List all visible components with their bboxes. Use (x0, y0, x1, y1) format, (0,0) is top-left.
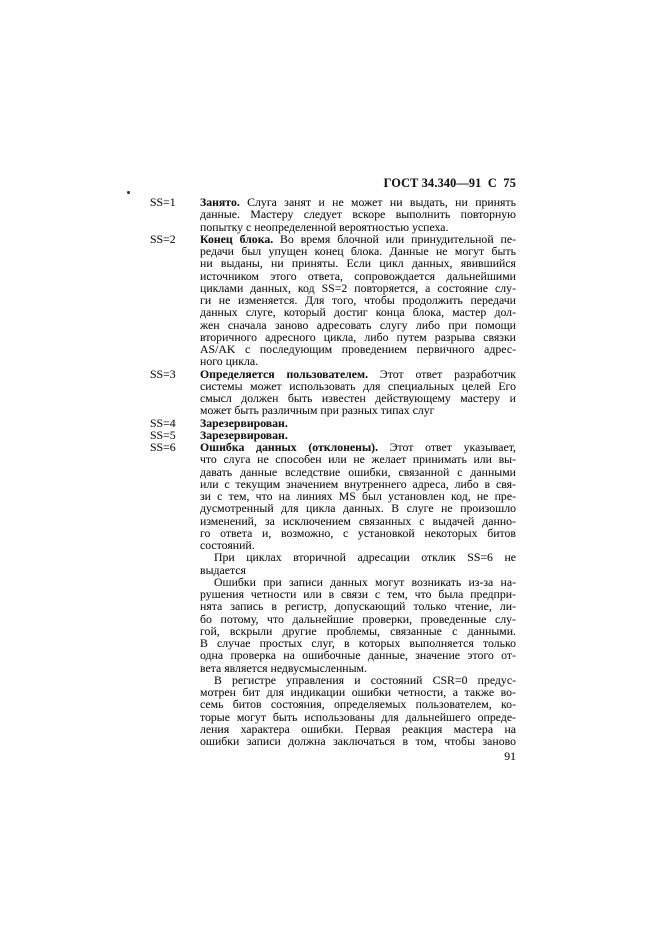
status-description (200, 196, 516, 233)
paragraph (200, 233, 516, 368)
text-line: изменений, за исключением связанных с выдачей данно- (200, 513, 516, 528)
paragraph (200, 441, 516, 551)
text-line: дусмотренный для цикла данных. В слуге не произошло (200, 501, 516, 516)
text-line: AS/AK с последующим проведением первичного адрес- (200, 342, 516, 356)
text-line: Занято. Слуга занят и не может ни выдать, ни принять (200, 195, 516, 209)
text-line: ного цикла. (200, 354, 259, 369)
text-line: торые могут быть использованы для дальнейшего опреде- (200, 709, 516, 724)
text-line: ни выданы, ни приняты. Если цикл данных, явившийся (200, 256, 516, 271)
text-line: источником этого ответа, сопровождается дальнейшими (200, 268, 516, 283)
status-description (200, 441, 516, 747)
status-description (200, 368, 516, 417)
text-line: вторичного адресного цикла, либо путем разрыва связки (200, 329, 516, 344)
text-line: Ошибка данных (отклонены). Этот ответ указывает, (200, 440, 517, 454)
paragraph (200, 576, 516, 674)
text-line: может быть различным при разных типах слуг (200, 403, 435, 418)
text-line: вета является недвусмысленным. (200, 660, 367, 675)
text-line: данные. Мастеру следует вскоре выполнить повторную (200, 207, 516, 222)
text-line: смысл должен быть известен действующему мастеру и (200, 391, 516, 405)
status-code-label: SS=5 (150, 427, 176, 442)
text-line: гой, вскрыли другие проблемы, связанные с данными. (200, 623, 516, 638)
scan-speck (127, 191, 130, 194)
text-line: В регистре управления и состояний CSR=0 предус- (214, 672, 516, 687)
text-line: давать данные вследствие ошибки, связанной с данными (200, 464, 516, 479)
status-entry (150, 368, 516, 417)
status-code-label: SS=2 (150, 231, 176, 246)
paragraph (200, 551, 516, 576)
text-line: одна проверка на ошибочные данные, значение этого от- (200, 648, 516, 663)
status-code-label: SS=4 (150, 415, 176, 430)
term-lead: Определяется пользователем. (200, 366, 369, 381)
text-line: ошибки записи должна заключаться в том, чтобы заново (200, 734, 516, 748)
text-line: рушения четности или в связи с тем, что была предпри- (200, 587, 516, 601)
text-line: При циклах вторичной адресации отклик SS=6 не (214, 550, 516, 565)
text-line: Ошибки при записи данных могут возникать из-за на- (214, 574, 516, 589)
text-line: мотрен бит для индикации ошибки четности, а также во- (200, 685, 516, 699)
status-code-label: SS=6 (150, 440, 176, 454)
text-line: Конец блока. Во время блочной или принудительной пе- (200, 231, 516, 246)
page-header: ГОСТ 34.340—91 С 75 (383, 176, 516, 190)
text-line: данных слуге, который достиг конца блока, мастер дол- (200, 305, 516, 320)
paragraph (200, 196, 516, 233)
paragraph (200, 674, 516, 748)
status-description (200, 233, 516, 368)
text-line: бо потому, что дальнейшие проверки, проведенные слу- (200, 611, 516, 626)
status-entry (150, 233, 516, 368)
term-lead: Конец блока. (200, 231, 274, 246)
text-line: го ответа и, возможно, с установкой некоторых битов (200, 525, 516, 540)
document-body (150, 196, 516, 747)
status-code-label: SS=1 (150, 195, 176, 209)
status-code-label: SS=3 (150, 366, 176, 381)
text-line: нята запись в регистр, допускающий только чтение, ли- (200, 599, 516, 614)
text-line: ления характера ошибки. Первая реакция мастера на (200, 721, 516, 736)
text-line: системы может использовать для специальных целей Его (200, 378, 516, 393)
term-lead: Занято. (200, 195, 240, 209)
text-line: редачи был упущен конец блока. Данные не могут быть (200, 244, 516, 258)
text-line: что слуга не способен или не желает принимать или вы- (200, 452, 516, 467)
term-lead: Зарезервирован. (200, 415, 288, 430)
text-line: Определяется пользователем. Этот ответ разработчик (200, 366, 516, 381)
text-line: выдается (200, 562, 246, 577)
text-line: циклами данных, код SS=2 повторяется, а состояние слу- (200, 280, 516, 295)
term-lead: Ошибка данных (отклонены). (200, 440, 379, 454)
text-line: В случае простых слуг, в которых выполняется только (200, 636, 516, 650)
text-line: ги не изменяется. Для того, чтобы продолжить передачи (200, 293, 516, 307)
term-lead: Зарезервирован. (200, 427, 288, 442)
text-line: зи с тем, что на линиях MS был установлен код, не пре- (200, 489, 516, 503)
paragraph (200, 368, 516, 417)
page-number: 91 (504, 749, 516, 763)
text-line: состояний. (200, 538, 255, 552)
status-entry (150, 196, 516, 233)
text-line: жен сначала заново адресовать слугу либо при помощи (200, 317, 516, 332)
status-entry (150, 441, 516, 747)
text-line: попытку с неопределенной вероятностью успеха. (200, 219, 449, 234)
text-line: семь битов состояния, определяемых пользователем, ко- (200, 697, 516, 712)
text-line: или с текущим значением внутреннего адреса, либо в свя- (200, 476, 516, 491)
